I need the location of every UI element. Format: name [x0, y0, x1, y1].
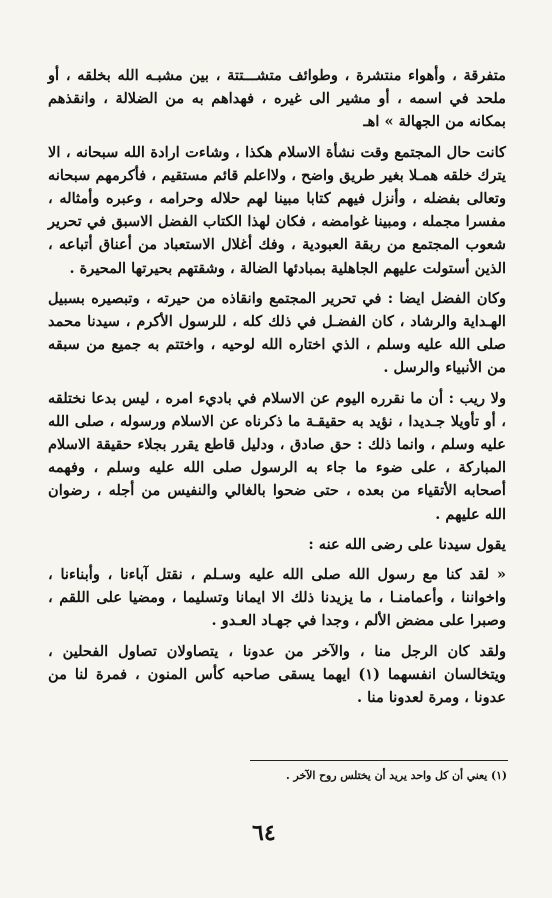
- footnote-divider: [250, 760, 508, 761]
- quote-paragraph: « لقد كنا مع رسول الله صلى الله عليه وسـلم ، نقتل آباءنا ، وأبناءنا ، واخواننا ، وأعمامنـا ، ما يزيدنا ذلك الا ايمانا وتسليما ، ومضيا على اللقم ، وصبرا على مضض الألم ، وجدا في جهـاد العـدو .: [48, 566, 506, 630]
- quote-intro: يقول سيدنا على رضى الله عنه :: [308, 535, 506, 553]
- footnote: (١) يعني أن كل واحد يريد أن يختلس روح الآخر .: [286, 769, 507, 782]
- body-text: [48, 64, 506, 709]
- paragraph: متفرقة ، وأهواء منتشرة ، وطوائف متشـــتتة ، بين مشبـه الله بخلقه ، أو ملحد في اسمه ، أو مشير الى غيره ، فهداهم به من الضلالة ، وانقذهم بمكانه من الجهالة » اهـ: [48, 67, 506, 131]
- paragraph: وكان الفضل ايضا : في تحرير المجتمع وانقاذه من حيرته ، وتبصيره بسبيل الهـداية والرشاد ، كان الفضـل في ذلك كله ، للرسول الأكرم ، سيدنا محمد صلى الله عليه وسلم ، الذي اختاره الله لوحيه ، واختتم به جميع من سبقه من الأنبياء والرسل .: [48, 289, 506, 377]
- page-number: ٦٤: [252, 820, 276, 846]
- paragraph: كانت حال المجتمع وقت نشأة الاسلام هكذا ، وشاءت ارادة الله سبحانه ، الا يترك خلقه همـلا بغير طريق واضح ، ولااعلم قائم مستقيم ، فأكرمهم سبحانه وتعالى بفضله ، وأنزل فيهم كتابا مبينا لهم حلاله وحرامه ، وعبره وأمثاله ، مفسرا مجمله ، ومبينا غوامضه ، فكان لهذا الكتاب الفضل الاسبق في تحرير شعوب المجتمع من ربقة العبودية ، وفك أغلال الاستعباد من أعناق أتباعه ، الذين أستولت عليهم الجاهلية بمبادئها الضالة ، وشقتهم بحيرتها المحيرة .: [48, 143, 506, 277]
- paragraph: ولا ريب : أن ما نقرره اليوم عن الاسلام في باديء امره ، ليس بدعا نختلقه ، أو تأويلا جـديدا ، نؤيد به حقيقـة ما ذكرناه عن الاسلام ورسوله ، صلى الله عليه وسلم ، وانما ذلك : حق صادق ، ودليل قاطع يقرر بجلاء حقيقة الاسلام المباركة ، على ضوء ما جاء به الرسول صلى الله عليه وسلم ، وفهمه أصحابه الأتقياء من بعده ، حتى ضحوا بالغالي والنفيس من أجله ، رضوان الله عليهم .: [48, 389, 506, 523]
- quote-paragraph: ولقد كان الرجل منا ، والآخر من عدونا ، يتصاولان تصاول الفحلين ، ويتخالسان انفسهما (١) ايهما يسقى صاحبه كأس المنون ، فمرة لنا من عدونا ، ومرة لعدونا منا .: [48, 642, 506, 707]
